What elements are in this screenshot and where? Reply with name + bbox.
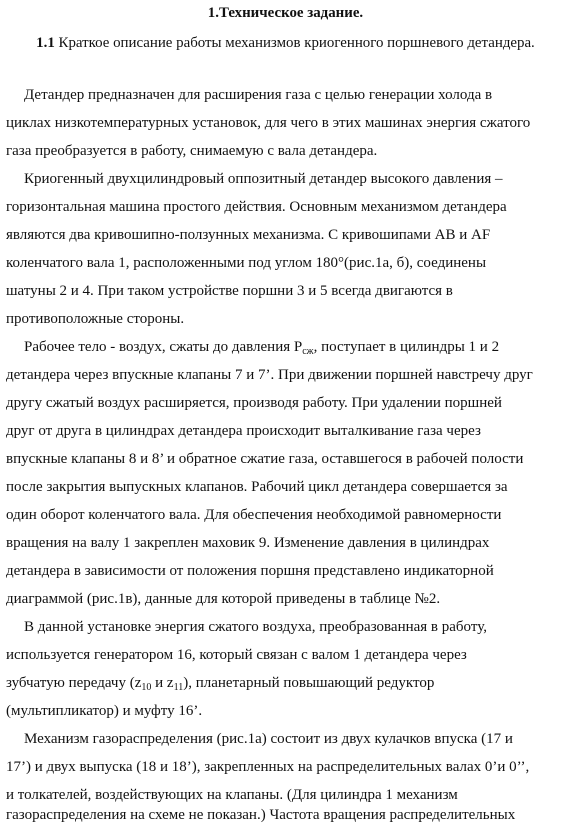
text-line: впускные клапаны 8 и 8’ и обратное сжатие газа, оставшегося в рабочей полости xyxy=(6,451,524,467)
document-title: 1.Техническое задание. xyxy=(207,5,364,21)
text-line: циклах низкотемпературных установок, для чего в этих машинах энергия сжатого xyxy=(6,115,531,131)
text-line: газа преобразуется в работу, снимаемую с вала детандера. xyxy=(6,143,378,159)
text-fragment: и z xyxy=(151,675,174,691)
text-line: являются два кривошипно-ползунных механизма. С кривошипами АВ и АF xyxy=(6,227,491,243)
text-line: (мультипликатор) и муфту 16’. xyxy=(6,703,203,719)
text-line: друг от друга в цилиндрах детандера происходит выталкивание газа через xyxy=(6,423,481,439)
section-title: Краткое описание работы механизмов криогенного поршневого детандера. xyxy=(54,35,535,51)
text-line xyxy=(6,673,434,693)
text-line: диаграммой (рис.1в), данные для которой приведены в таблице №2. xyxy=(6,591,441,607)
subscript: 10 xyxy=(141,682,152,693)
text-line: Криогенный двухцилиндровый оппозитный детандер высокого давления – xyxy=(24,171,503,187)
text-fragment: Рабочее тело - воздух, сжаты до давления Р xyxy=(24,339,303,355)
text-line: горизонтальная машина простого действия. Основным механизмом детандера xyxy=(6,199,507,215)
text-line: другу сжатый воздух расширяется, производя работу. При удалении поршней xyxy=(6,395,502,411)
text-line: один оборот коленчатого вала. Для обеспечения необходимой равномерности xyxy=(6,507,502,523)
text-line: детандера через впускные клапаны 7 и 7’. При движении поршней навстречу друг xyxy=(6,367,533,383)
text-line: В данной установке энергия сжатого воздуха, преобразованная в работу, xyxy=(24,619,487,635)
subscript: сж xyxy=(302,346,314,357)
text-line xyxy=(24,337,499,357)
subscript: 11 xyxy=(173,682,184,693)
text-fragment: , поступает в цилиндры 1 и 2 xyxy=(313,339,500,355)
text-line: после закрытия выпускных клапанов. Рабочий цикл детандера совершается за xyxy=(6,479,508,495)
text-line: 17’) и двух выпуска (18 и 18’), закрепленных на распределительных валах 0’и 0’’, xyxy=(6,759,530,775)
text-line: Механизм газораспределения (рис.1а) состоит из двух кулачков впуска (17 и xyxy=(24,731,513,747)
text-line: противоположные стороны. xyxy=(6,311,185,327)
text-line: газораспределения на схеме не показан.) Частота вращения распределительных xyxy=(6,807,516,823)
text-line: Детандер предназначен для расширения газа с целью генерации холода в xyxy=(24,87,493,103)
text-line: шатуны 2 и 4. При таком устройстве поршни 3 и 5 всегда двигаются в xyxy=(6,283,453,299)
text-line: коленчатого вала 1, расположенными под углом 180°(рис.1а, б), соединены xyxy=(6,255,487,271)
section-number: 1.1 xyxy=(36,35,55,51)
text-line: вращения на валу 1 закреплен маховик 9. Изменение давления в цилиндрах xyxy=(6,535,490,551)
text-line: используется генератором 16, который связан с валом 1 детандера через xyxy=(6,647,467,663)
text-line: детандера в зависимости от положения поршня представлено индикаторной xyxy=(6,563,494,579)
text-fragment: зубчатую передачу (z xyxy=(6,675,142,691)
section-heading xyxy=(0,33,571,53)
text-fragment: ), планетарный повышающий редуктор xyxy=(183,675,435,691)
text-line: и толкателей, воздействующих на клапаны. (Для цилиндра 1 механизм xyxy=(6,787,458,803)
